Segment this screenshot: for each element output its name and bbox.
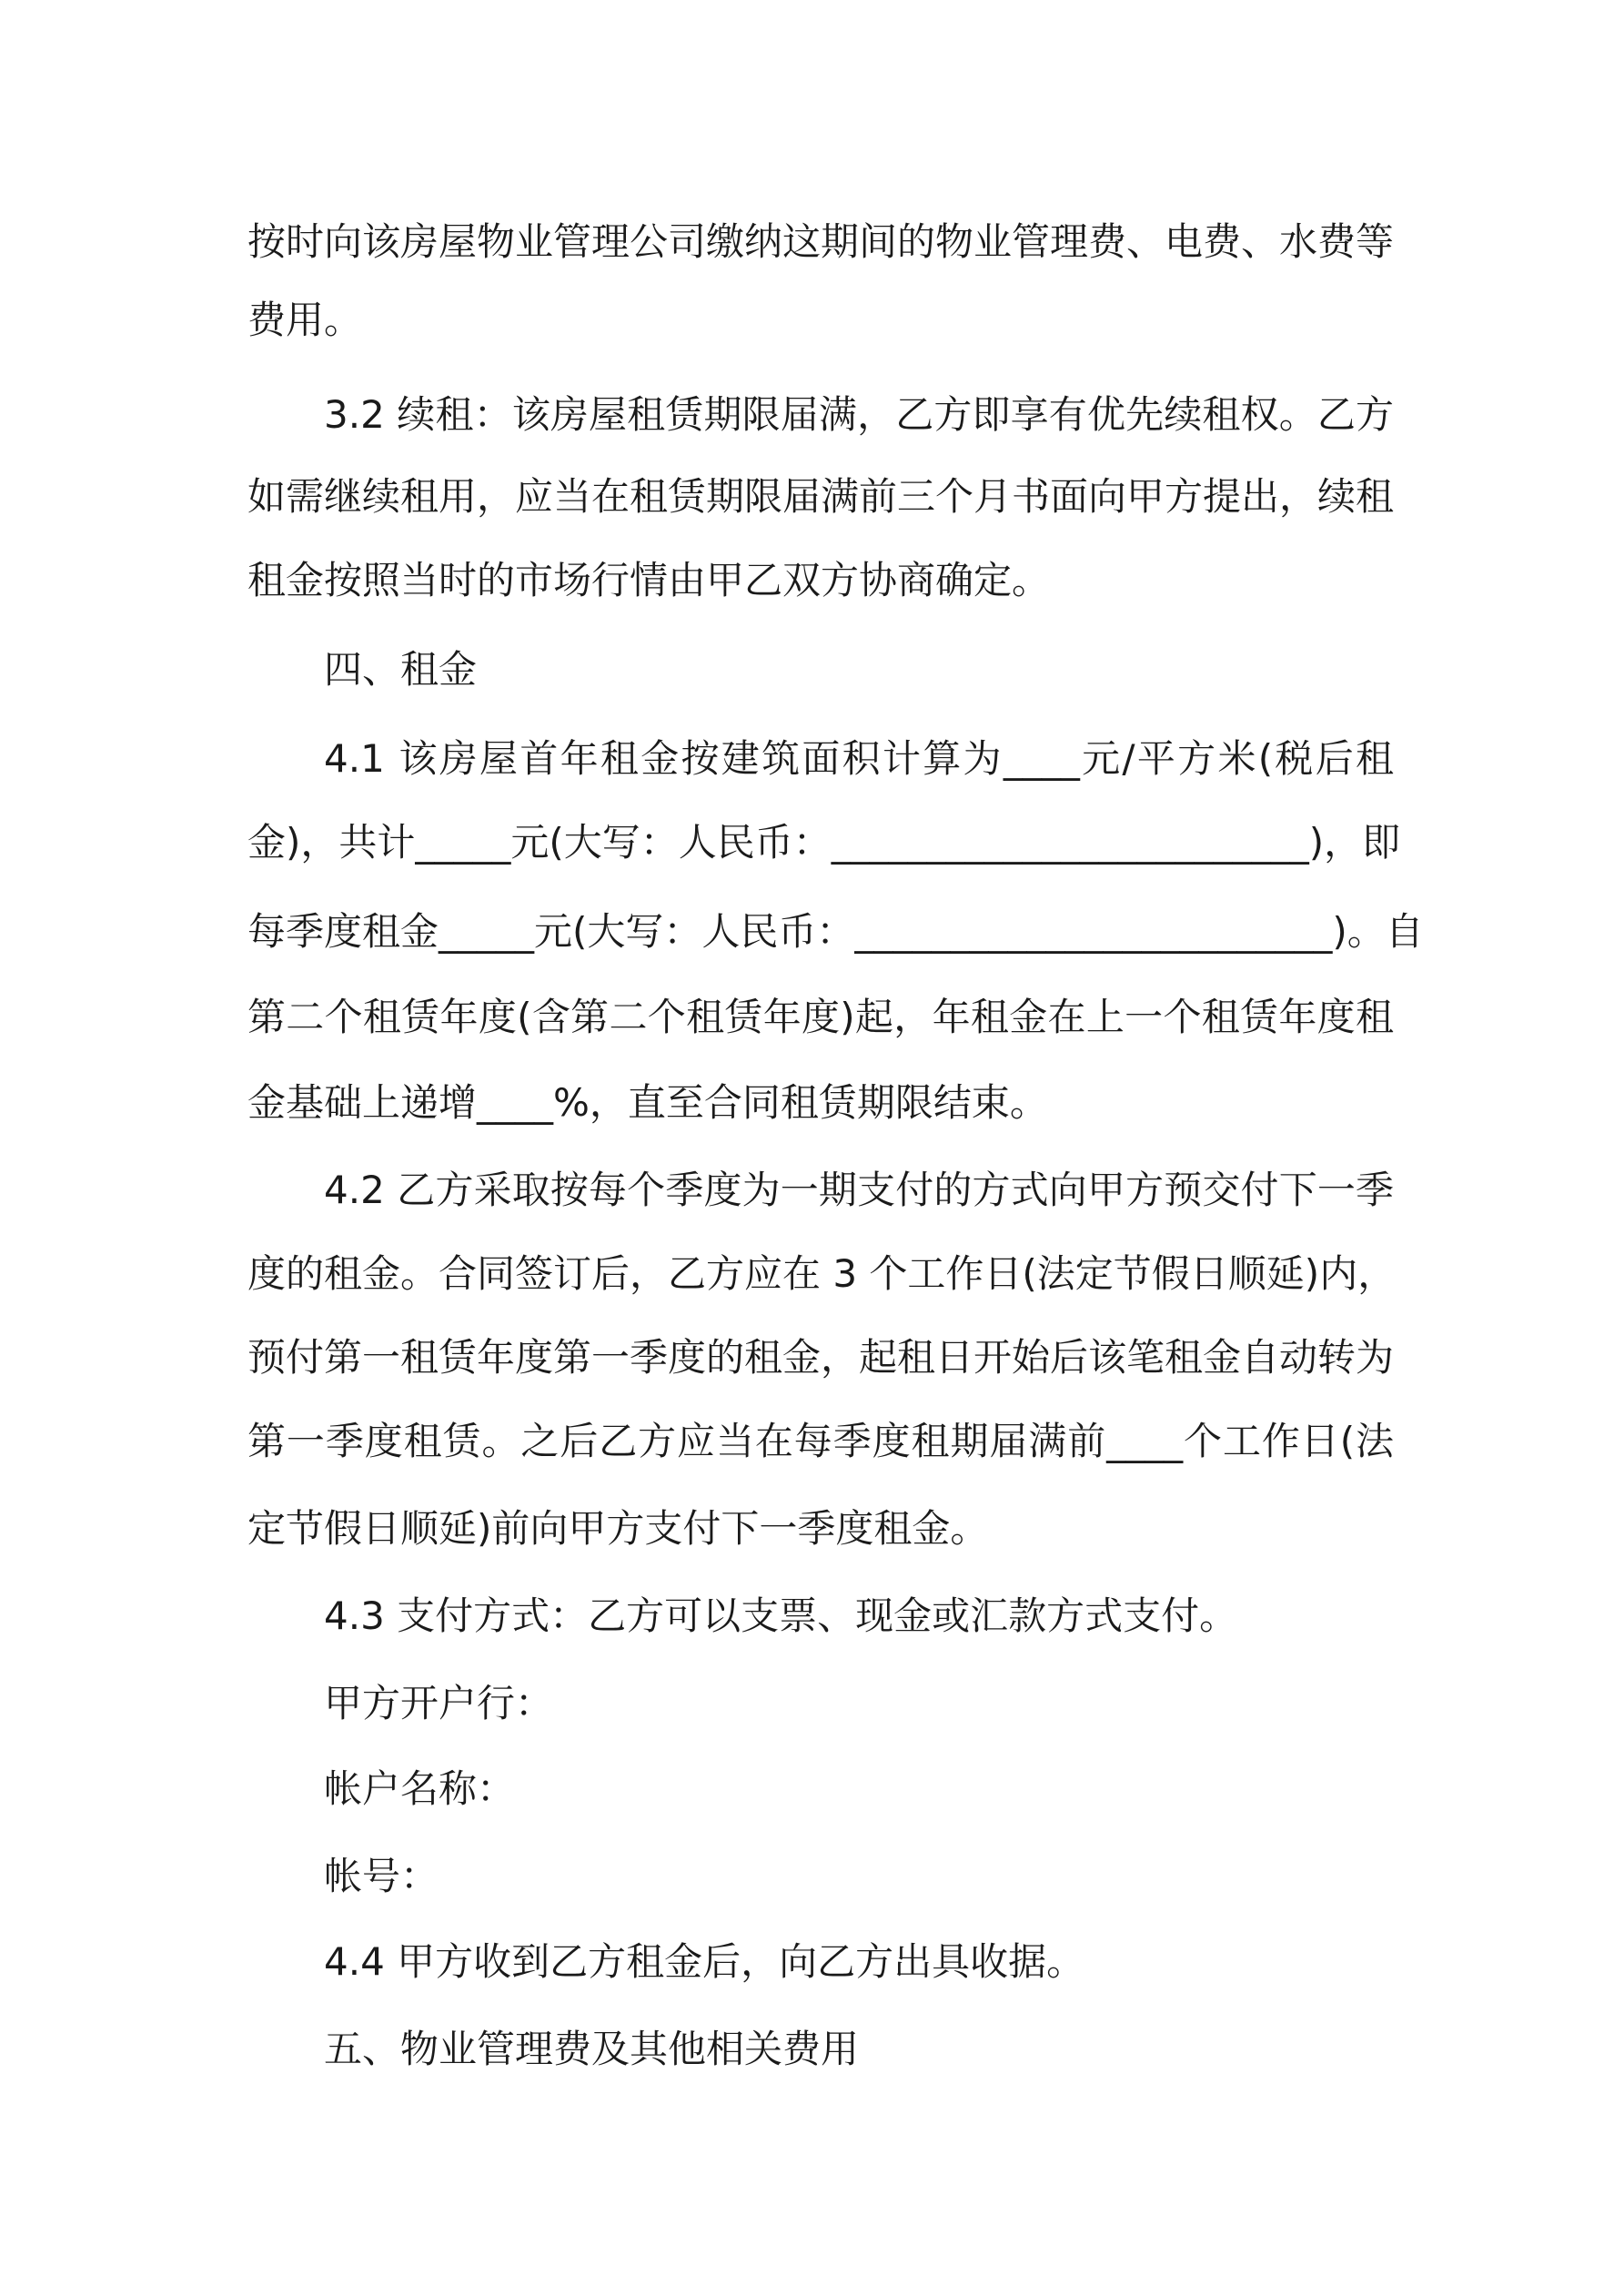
clause-4-4: 4.4 甲方收到乙方租金后，向乙方出具收据。	[324, 1939, 1085, 1984]
clause-4-2-line-1: 4.2 乙方采取按每个季度为一期支付的方式向甲方预交付下一季	[324, 1168, 1394, 1212]
clause-4-1-line-1: 4.1 该房屋首年租金按建筑面积计算为____元/平方米(税后租	[324, 736, 1394, 781]
section-heading-fees: 五、物业管理费及其他相关费用	[324, 2027, 860, 2071]
bank-name-label: 甲方开户行：	[324, 1681, 554, 1725]
clause-3-2-line-1: 3.2 续租：该房屋租赁期限届满，乙方即享有优先续租权。乙方	[324, 392, 1394, 437]
clause-4-1-line-3: 每季度租金_____元(大写：人民币：_________________________)。自	[247, 909, 1424, 954]
clause-4-1-line-5: 金基础上递增____%，直至合同租赁期限结束。	[247, 1080, 1048, 1125]
clause-4-2-line-3: 预付第一租赁年度第一季度的租金，起租日开始后该笔租金自动转为	[247, 1335, 1395, 1380]
text-line-2: 费用。	[247, 298, 363, 342]
account-name-label: 帐户名称：	[324, 1766, 516, 1811]
clause-3-2-line-3: 租金按照当时的市场行情由甲乙双方协商确定。	[247, 558, 1051, 602]
text-line-1: 按时向该房屋物业管理公司缴纳这期间的物业管理费、电费、水费等	[247, 219, 1395, 264]
clause-4-3: 4.3 支付方式：乙方可以支票、现金或汇款方式支付。	[324, 1593, 1238, 1638]
clause-4-2-line-2: 度的租金。合同签订后，乙方应在 3 个工作日(法定节假日顺延)内，	[247, 1251, 1397, 1296]
clause-4-2-line-4: 第一季度租赁。之后乙方应当在每季度租期届满前____个工作日(法	[247, 1419, 1394, 1463]
clause-3-2-line-2: 如需继续租用，应当在租赁期限届满前三个月书面向甲方提出，续租	[247, 474, 1395, 519]
clause-4-2-line-5: 定节假日顺延)前向甲方支付下一季度租金。	[247, 1506, 989, 1551]
account-number-label: 帐号：	[324, 1854, 439, 1898]
clause-4-1-line-4: 第二个租赁年度(含第二个租赁年度)起，年租金在上一个租赁年度租	[247, 995, 1394, 1039]
section-heading-rent: 四、租金	[324, 647, 478, 692]
clause-4-1-line-2: 金)，共计_____元(大写：人民币：_________________________)，即	[247, 820, 1401, 865]
